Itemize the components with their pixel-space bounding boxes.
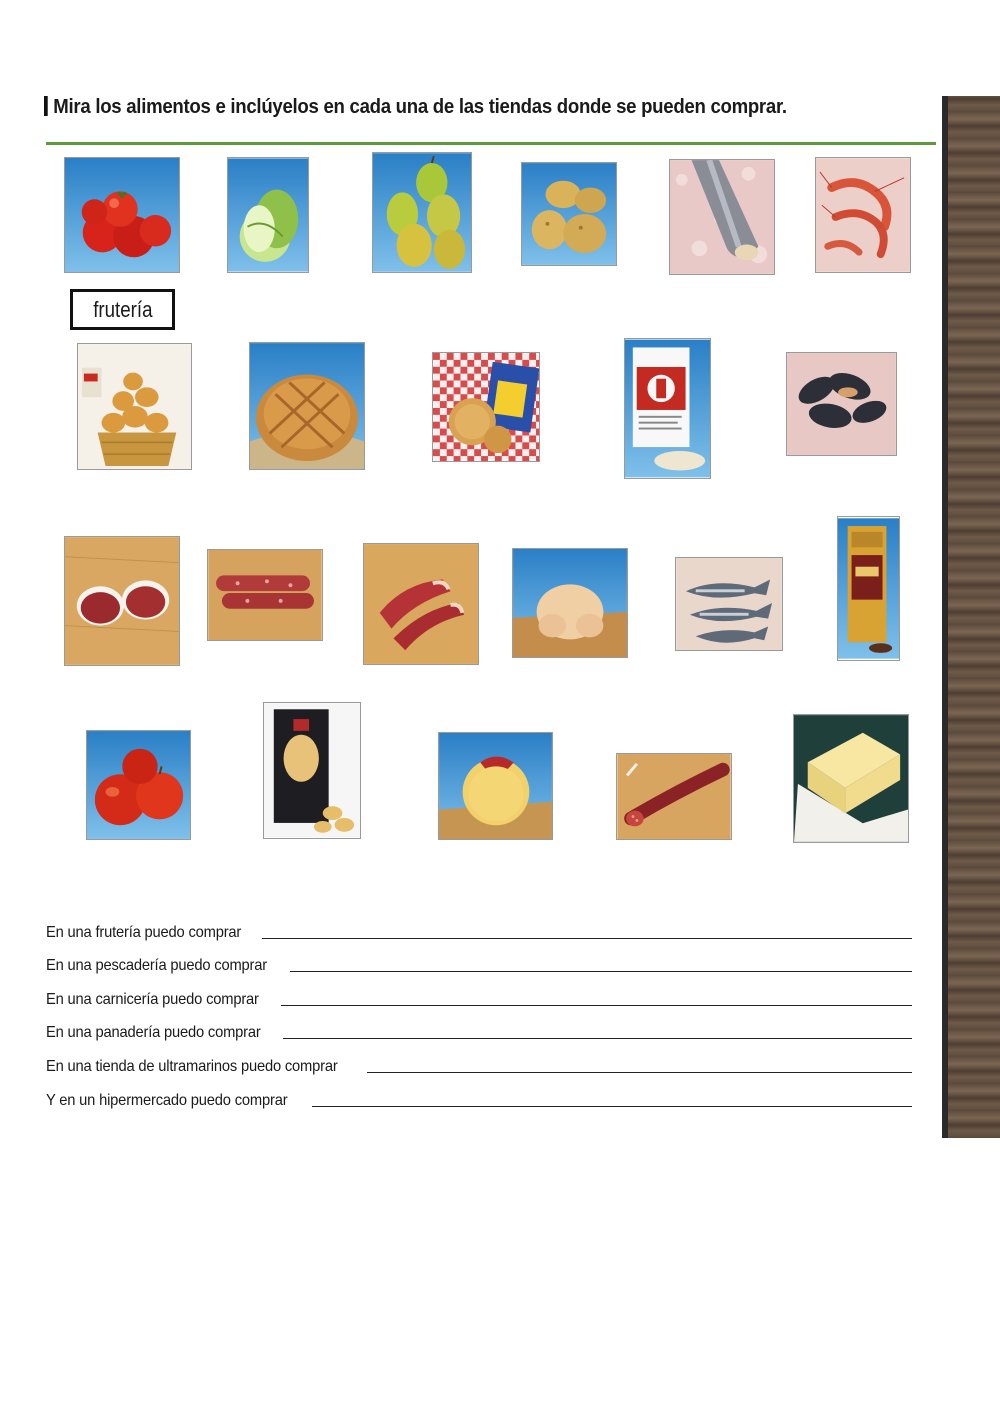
answer-line-panaderia[interactable]: [283, 1038, 912, 1039]
instruction-text: Mira los alimentos e inclúyelos en cada una de las tiendas donde se pueden comprar.: [53, 96, 787, 118]
food-image-prawns: [815, 157, 911, 273]
food-image-apples: [86, 730, 191, 840]
food-image-cheese-wheel: [438, 732, 553, 840]
food-image-round-bread-loaf: [249, 342, 365, 470]
sentence-fruteria-text: En una frutería puedo comprar: [46, 924, 242, 941]
example-shop-label-text: frutería: [92, 296, 153, 322]
example-shop-label: [70, 289, 175, 330]
sentence-panaderia: [46, 1018, 912, 1042]
food-image-biscuits: [432, 352, 540, 462]
page-edge-texture: [948, 96, 1000, 1138]
food-image-butter-block: [793, 714, 909, 843]
food-image-hamburger-patties: [64, 536, 180, 666]
instruction-heading: [44, 96, 787, 119]
food-image-hake-fish: [669, 159, 775, 275]
food-image-whole-chicken: [512, 548, 628, 658]
food-image-sausages: [207, 549, 323, 641]
heading-marker: [44, 96, 48, 116]
sentence-panaderia-text: En una panadería puedo comprar: [46, 1024, 261, 1041]
food-image-tomatoes: [64, 157, 180, 273]
food-image-lettuce: [227, 157, 309, 273]
heading-divider: [46, 142, 936, 145]
sentence-fruteria: [46, 918, 912, 942]
food-image-cocoa-box: [837, 516, 900, 661]
food-image-mussels: [786, 352, 897, 456]
answer-line-pescaderia[interactable]: [290, 971, 912, 972]
sentence-ultramarinos-text: En una tienda de ultramarinos puedo comprar: [46, 1058, 338, 1075]
sentence-carniceria: [46, 985, 912, 1009]
answer-line-ultramarinos[interactable]: [367, 1072, 912, 1073]
sentence-hipermercado: [46, 1086, 912, 1110]
sentence-hipermercado-text: Y en un hipermercado puedo comprar: [46, 1092, 288, 1109]
sentence-pescaderia-text: En una pescadería puedo comprar: [46, 957, 267, 974]
sentence-ultramarinos: [46, 1052, 912, 1076]
page-edge-shadow: [942, 96, 948, 1138]
food-image-pasta-box: [263, 702, 361, 839]
food-image-beef-steaks: [363, 543, 479, 665]
food-image-rice-package: [624, 338, 711, 479]
food-image-potatoes: [521, 162, 617, 266]
answer-line-hipermercado[interactable]: [312, 1106, 912, 1107]
sentence-pescaderia: [46, 951, 912, 975]
food-image-chorizo: [616, 753, 732, 840]
food-image-bread-rolls-basket: [77, 343, 192, 470]
food-image-sardines: [675, 557, 783, 651]
answer-line-carniceria[interactable]: [281, 1005, 912, 1006]
food-image-pears: [372, 152, 472, 273]
sentence-carniceria-text: En una carnicería puedo comprar: [46, 991, 259, 1008]
answer-line-fruteria[interactable]: [262, 938, 912, 939]
